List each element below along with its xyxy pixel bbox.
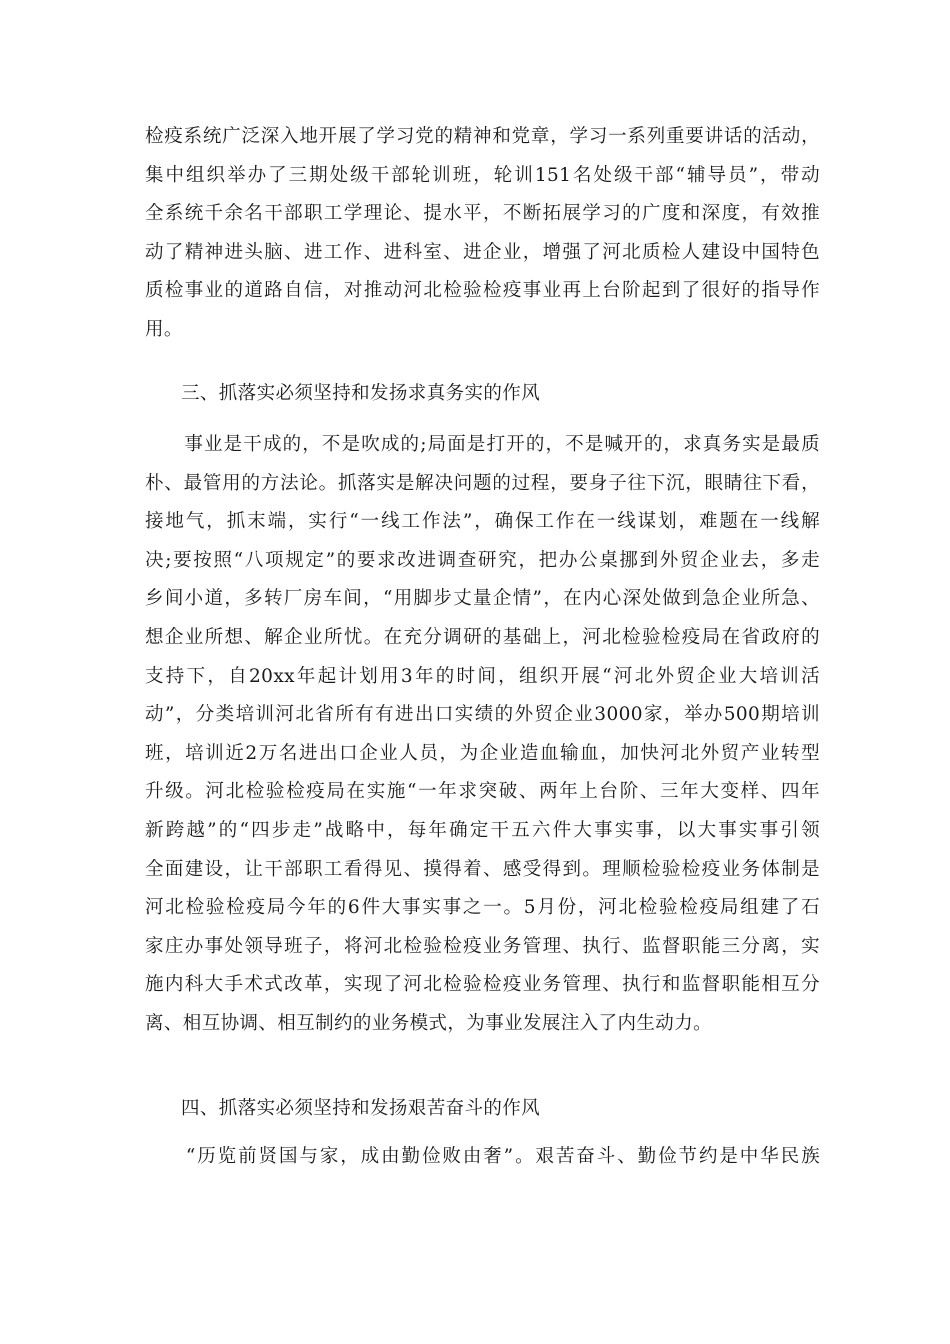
section-heading-4: 四、抓落实必须坚持和发扬艰苦奋斗的作风 (181, 1098, 541, 1119)
text-line: 朴、最管用的方法论。抓落实是解决问题的过程，要身子往下沉，眼睛往下看， (145, 472, 820, 494)
text-line: 全系统千余名干部职工学理论、提水平，不断拓展学习的广度和深度，有效推 (145, 203, 820, 225)
text-line: 全面建设，让干部职工看得见、摸得着、感受得到。理顺检验检疫业务体制是 (145, 858, 820, 880)
section-heading-3: 三、抓落实必须坚持和发扬求真务实的作风 (181, 383, 541, 404)
text-line: 检疫系统广泛深入地开展了学习党的精神和党章，学习一系列重要讲话的活动， (145, 126, 820, 147)
text-line: 支持下，自20xx年起计划用3年的时间，组织开展“河北外贸企业大培训活 (145, 665, 820, 687)
paragraph-pragmatic-style (145, 426, 820, 1044)
text-line: 河北检验检疫局今年的6件大事实事之一。5月份，河北检验检疫局组建了石 (145, 897, 820, 919)
text-line: 乡间小道，多转厂房车间，“用脚步丈量企情”，在内心深处做到急企业所急、 (145, 588, 820, 610)
text-line: 动了精神进头脑、进工作、进科室、进企业，增强了河北质检人建设中国特色 (145, 241, 820, 263)
text-line: 施内科大手术式改革，实现了河北检验检疫业务管理、执行和监督职能相互分 (145, 974, 820, 996)
text-line: 动”，分类培训河北省所有有进出口实绩的外贸企业3000家，举办500期培训 (145, 704, 820, 726)
text-line: 升级。河北检验检疫局在实施“一年求突破、两年上台阶、三年大变样、四年 (145, 781, 820, 803)
text-line: 用。 (145, 318, 183, 340)
text-line: 想企业所想、解企业所忧。在充分调研的基础上，河北检验检疫局在省政府的 (145, 626, 820, 648)
text-line: 事业是干成的，不是吹成的;局面是打开的，不是喊开的，求真务实是最质 (145, 434, 820, 455)
text-line: 集中组织举办了三期处级干部轮训班，轮训151名处级干部“辅导员”，带动 (145, 164, 820, 186)
paragraph-hard-work (145, 1138, 820, 1177)
text-line: 家庄办事处领导班子，将河北检验检疫业务管理、执行、监督职能三分离，实 (145, 935, 820, 957)
text-line: 接地气，抓末端，实行“一线工作法”，确保工作在一线谋划，难题在一线解 (145, 511, 820, 533)
paragraph-study-activities (145, 118, 820, 350)
text-line: 新跨越”的“四步走”战略中，每年确定干五六件大事实事，以大事实事引领 (145, 819, 820, 841)
text-line: 离、相互协调、相互制约的业务模式，为事业发展注入了内生动力。 (145, 1012, 713, 1034)
text-line: 班，培训近2万名进出口企业人员，为企业造血输血，加快河北外贸产业转型 (145, 742, 820, 764)
text-line: 质检事业的道路自信，对推动河北检验检疫事业再上台阶起到了很好的指导作 (145, 280, 820, 302)
text-line: 决;要按照“八项规定”的要求改进调查研究，把办公桌挪到外贸企业去，多走 (145, 549, 820, 571)
text-line: “历览前贤国与家，成由勤俭败由奢”。艰苦奋斗、勤俭节约是中华民族 (145, 1146, 820, 1167)
